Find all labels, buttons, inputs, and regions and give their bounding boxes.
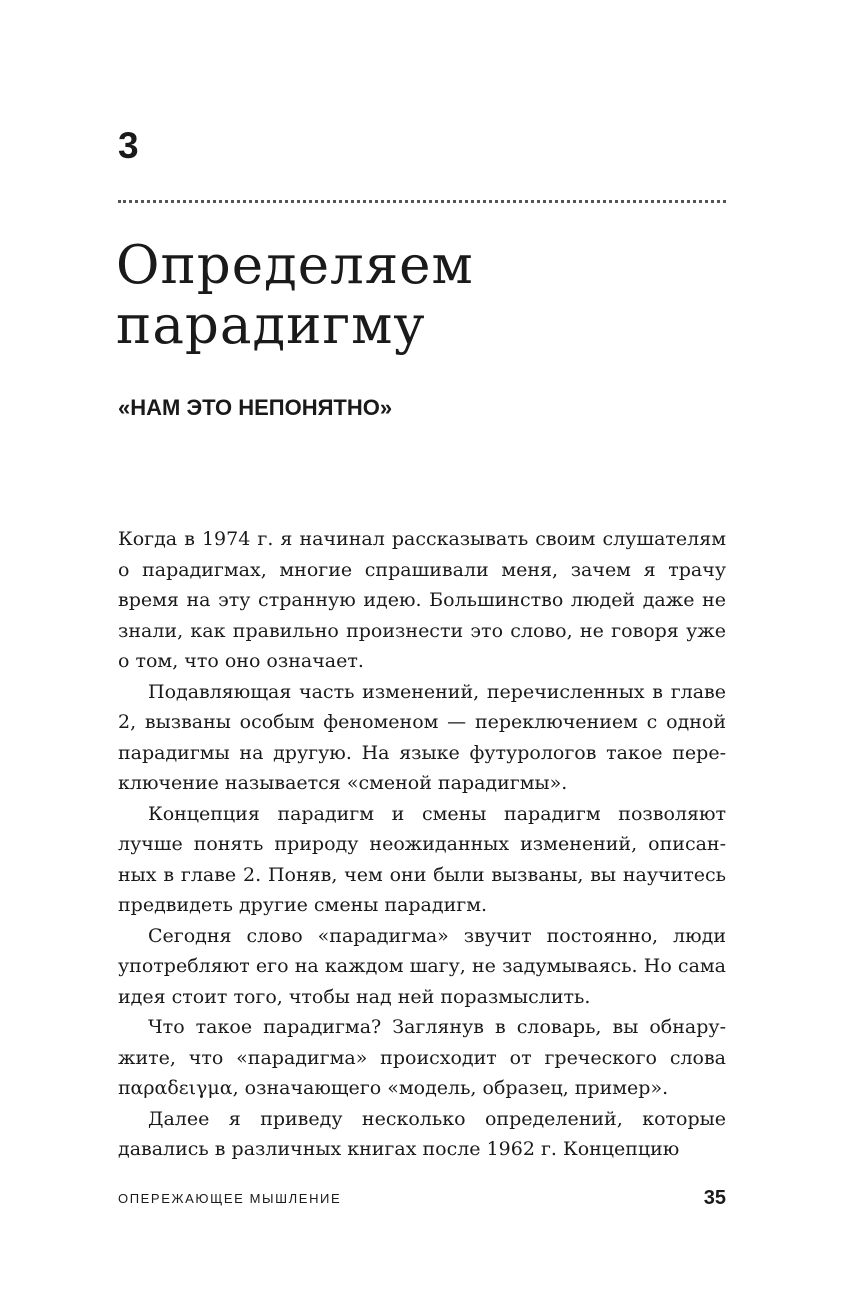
body-text xyxy=(118,524,726,1165)
chapter-number: 3 xyxy=(118,125,139,166)
page-number: 35 xyxy=(703,1187,726,1209)
section-heading: «НАМ ЭТО НЕПОНЯТНО» xyxy=(118,395,393,420)
running-footer-book-title: ОПЕРЕЖАЮЩЕЕ МЫШЛЕНИЕ xyxy=(118,1191,342,1206)
chapter-title: Определяем парадигму xyxy=(116,235,474,356)
paragraph: Что такое парадигма? Заглянув в словарь, вы обнаружите, что «парадигма» происходит от греческого слова παραδειγμα, означающего «модель, образец, пример». xyxy=(118,1016,726,1099)
paragraph: Когда в 1974 г. я начинал рассказывать своим слушателям о парадигмах, многие спрашивали меня, зачем я трачу время на эту странную идею. Большинство людей даже не знали, как правильно произнести это слово, не говоря уже о том, что оно означает. xyxy=(118,528,726,672)
paragraph: Сегодня слово «парадигма» звучит постоянно, люди употребляют его на каждом шагу, не задумываясь. Но сама идея стоит того, чтобы над ней поразмыслить. xyxy=(118,924,726,1008)
paragraph: Концепция парадигм и смены парадигм позволяют лучше понять природу неожиданных изменений, описанных в главе 2. Поняв, чем они были вызваны, вы научитесь предвидеть другие смены парадигм. xyxy=(118,802,726,916)
paragraph: Далее я приведу несколько определений, которые давались в различных книгах после 1962 г. Концепцию xyxy=(118,1107,726,1160)
paragraph: Подавляющая часть изменений, перечисленных в главе 2, вызваны особым феноменом — переключением с одной парадигмы на другую. На языке футурологов такое переключение называется «сменой парадигмы». xyxy=(118,680,726,794)
dotted-divider xyxy=(118,200,726,203)
